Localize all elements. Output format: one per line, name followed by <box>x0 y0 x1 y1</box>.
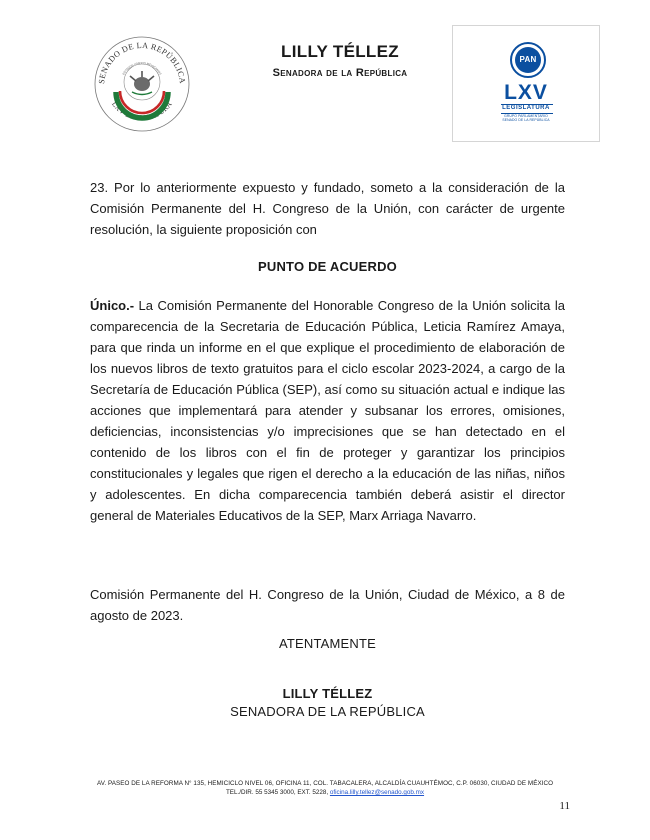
signature-name: LILLY TÉLLEZ <box>282 686 373 701</box>
footer-contact <box>30 789 620 796</box>
unico-label: Único.- <box>90 298 135 313</box>
footer-phone: TEL./DIR. 55 5345 3000, EXT. 5228, <box>225 789 330 796</box>
header-role: Senadora de la República <box>272 67 408 79</box>
page-number: 11 <box>559 800 570 812</box>
pan-label: PAN <box>515 47 541 73</box>
signature-role: SENADORA DE LA REPÚBLICA <box>230 704 425 719</box>
paragraph-comision-date: Comisión Permanente del H. Congreso de la Unión, Ciudad de México, a 8 de agosto de 2023. <box>90 587 565 623</box>
pan-subtitle-line2: SENADO DE LA REPÚBLICA <box>502 118 550 123</box>
header-name: LILLY TÉLLEZ <box>281 42 399 61</box>
unico-text: La Comisión Permanente del Honorable Congreso de la Unión solicita la comparecencia de la Secretaria de Educación Pública, Leticia Ramírez Amaya, para que rinda un informe en el que explique el procedimiento de elaboración de los nuevos libros de texto gratuitos para el ciclo escolar 2023-2024, a cargo de la Secretaría de Educación Pública (SEP), así como su situación actual e indique las acciones que implementará para atender y subsanar los errores, omisiones, deficiencias, inconsistencias y/o imprecisiones que se han detectado en el contenido de los libros con el fin de proteger y garantizar los principios constitucionales y legales que rigen el derecho a la educación de las niñas, niños y adolescentes. En dicha comparecencia también deberá asistir el director general de Materiales Educativos de la SEP, Marx Arriaga Navarro. <box>90 298 565 523</box>
paragraph-unico <box>90 295 565 526</box>
closing-atentamente: ATENTAMENTE <box>278 636 377 651</box>
punto-de-acuerdo-title: PUNTO DE ACUERDO <box>258 259 397 274</box>
pan-circle-icon <box>510 42 546 78</box>
seal-bottom-text: LXV LEGISLATURA <box>110 99 174 123</box>
paragraph-23: 23. Por lo anteriormente expuesto y fundado, someto a la consideración de la Comisión Permanente del H. Congreso de la Unión, con carácter de urgente resolución, la siguiente proposición con <box>90 180 565 237</box>
pan-legislatura-label: LEGISLATURA <box>502 105 550 111</box>
pan-legislatura-logo <box>452 25 600 142</box>
pan-lxv-text: LXV <box>504 81 548 104</box>
seal-top-text: SENADO DE LA REPÚBLICA <box>97 40 188 85</box>
footer-address: AV. PASEO DE LA REFORMA N° 135, HEMICICLO NIVEL 06, OFICINA 11, COL. TABACALERA, ALCALDÍA CUAUHTÉMOC, C.P. 06030, CIUDAD DE MÉXICO <box>96 780 554 787</box>
seal-inner-text: ESTADOS UNIDOS MEXICANOS <box>121 60 163 76</box>
pan-subtitle <box>453 114 599 123</box>
footer-email-link[interactable]: oficina.lilly.tellez@senado.gob.mx <box>329 789 425 796</box>
senate-seal-logo <box>92 34 192 134</box>
pan-subtitle-line1: GRUPO PARLAMENTARIO <box>504 114 548 118</box>
